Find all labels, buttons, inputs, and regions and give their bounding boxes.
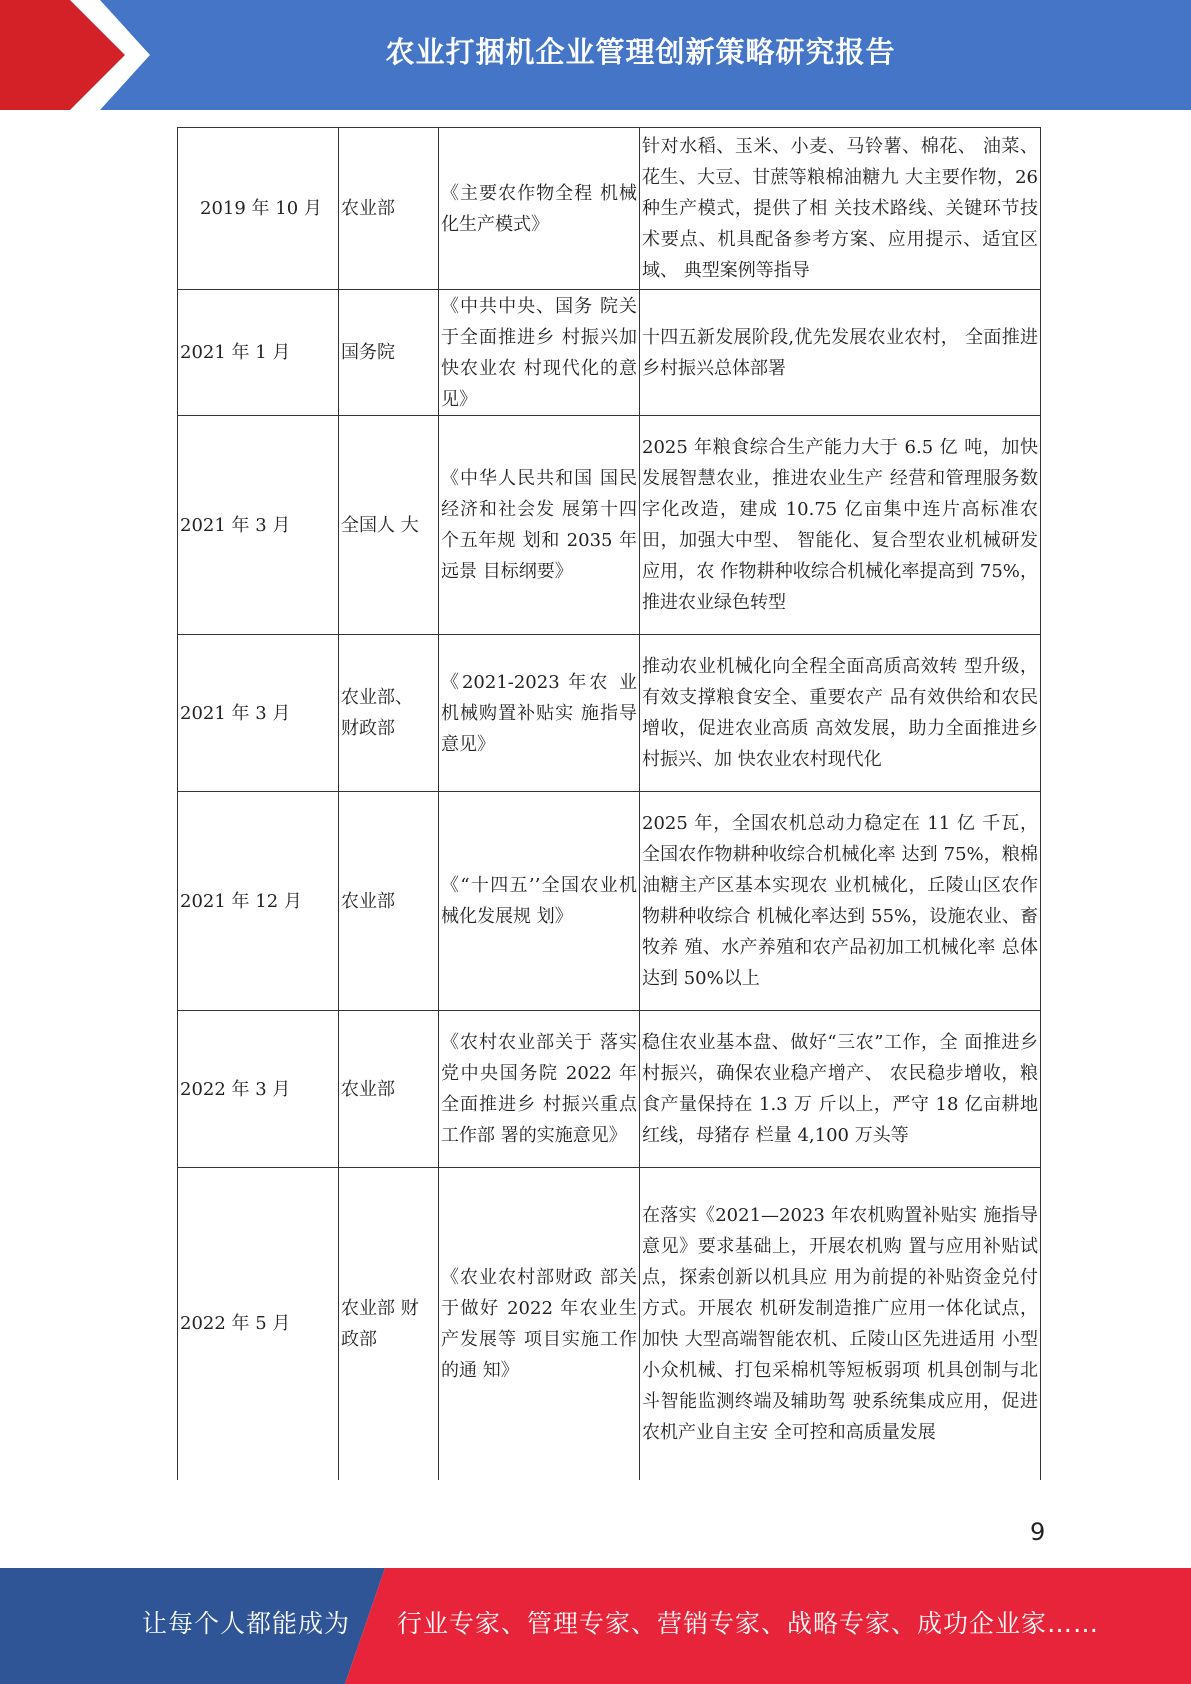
cell-date: 2022 年 3 月 bbox=[178, 1011, 339, 1168]
cell-document: 《“十四五’’全国农业机械化发展规 划》 bbox=[439, 792, 640, 1011]
cell-document: 《主要农作物全程 机械化生产模式》 bbox=[439, 128, 640, 290]
cell-date: 2021 年 3 月 bbox=[178, 416, 339, 635]
cell-org: 全国人 大 bbox=[339, 416, 439, 635]
page-header bbox=[0, 0, 1191, 110]
cell-document: 《中华人民共和国 国民经济和社会发 展第十四个五年规 划和 2035 年远景 目标纲要》 bbox=[439, 416, 640, 635]
table-row bbox=[178, 792, 1041, 1011]
table-row bbox=[178, 1011, 1041, 1168]
table-row bbox=[178, 635, 1041, 792]
cell-description: 在落实《2021—2023 年农机购置补贴实 施指导意见》要求基础上，开展农机购 置与应用补贴试点，探索创新以机具应 用为前提的补贴资金兑付方式。开展农 机研发制造推广应用一体化试点，加快 大型高端智能农机、丘陵山区先进适用 小型小众机械、打包采棉机等短板弱项 机具创制与北斗智能监测终端及辅助驾 驶系统集成应用，促进农机产业自主安 全可控和高质量发展 bbox=[640, 1168, 1041, 1480]
footer-slogan-right: 行业专家、管理专家、营销专家、战略专家、成功企业家…… bbox=[397, 1609, 1100, 1638]
cell-org: 农业部 bbox=[339, 792, 439, 1011]
cell-document: 《农村农业部关于 落实党中央国务院 2022 年全面推进乡 村振兴重点工作部 署的实施意见》 bbox=[439, 1011, 640, 1168]
table-row bbox=[178, 128, 1041, 290]
cell-org: 农业部、 财政部 bbox=[339, 635, 439, 792]
cell-description: 针对水稻、玉米、小麦、马铃薯、棉花、 油菜、花生、大豆、甘蔗等粮棉油糖九 大主要作物，26 种生产模式，提供了相 关技术路线、关键环节技术要点、机具配备参考方案、应用提示、适宜区域、 典型案例等指导 bbox=[640, 128, 1041, 290]
page-footer bbox=[0, 1568, 1191, 1684]
footer-slogan-left: 让每个人都能成为 bbox=[142, 1609, 351, 1638]
cell-org: 农业部 财政部 bbox=[339, 1168, 439, 1480]
report-title: 农业打捆机企业管理创新策略研究报告 bbox=[385, 34, 896, 69]
cell-document: 《农业农村部财政 部关于做好 2022 年农业生产发展等 项目实施工作的通 知》 bbox=[439, 1168, 640, 1480]
cell-date: 2021 年 1 月 bbox=[178, 290, 339, 416]
page-number: 9 bbox=[1030, 1518, 1046, 1546]
policy-table bbox=[177, 127, 1041, 1480]
cell-date: 2021 年 12 月 bbox=[178, 792, 339, 1011]
cell-org: 农业部 bbox=[339, 128, 439, 290]
cell-description: 2025 年粮食综合生产能力大于 6.5 亿 吨，加快发展智慧农业，推进农业生产 经营和管理服务数字化改造，建成 10.75 亿亩集中连片高标准农田，加强大中型、 智能化、复合型农业机械研发应用，农 作物耕种收综合机械化率提高到 75%， 推进农业绿色转型 bbox=[640, 416, 1041, 635]
cell-description: 十四五新发展阶段,优先发展农业农村， 全面推进乡村振兴总体部署 bbox=[640, 290, 1041, 416]
cell-description: 稳住农业基本盘、做好“三农”工作，全 面推进乡村振兴，确保农业稳产增产、 农民稳步增收，粮食产量保持在 1.3 万 斤以上，严守 18 亿亩耕地红线，母猪存 栏量 4,100 万头等 bbox=[640, 1011, 1041, 1168]
table-row bbox=[178, 1168, 1041, 1480]
cell-document: 《中共中央、国务 院关于全面推进乡 村振兴加快农业农 村现代化的意见》 bbox=[439, 290, 640, 416]
cell-date: 2022 年 5 月 bbox=[178, 1168, 339, 1480]
cell-org: 国务院 bbox=[339, 290, 439, 416]
cell-description: 2025 年，全国农机总动力稳定在 11 亿 千瓦，全国农作物耕种收综合机械化率 达到 75%，粮棉油糖主产区基本实现农 业机械化，丘陵山区农作物耕种收综合 机械化率达到 55%，设施农业、畜牧养 殖、水产养殖和农产品初加工机械化率 总体达到 50%以上 bbox=[640, 792, 1041, 1011]
table-row bbox=[178, 290, 1041, 416]
cell-date: 2021 年 3 月 bbox=[178, 635, 339, 792]
cell-date: 2019 年 10 月 bbox=[178, 128, 339, 290]
table-row bbox=[178, 416, 1041, 635]
cell-org: 农业部 bbox=[339, 1011, 439, 1168]
cell-description: 推动农业机械化向全程全面高质高效转 型升级，有效支撑粮食安全、重要农产 品有效供给和农民增收，促进农业高质 高效发展，助力全面推进乡村振兴、加 快农业农村现代化 bbox=[640, 635, 1041, 792]
cell-document: 《2021-2023 年农 业机械购置补贴实 施指导意见》 bbox=[439, 635, 640, 792]
